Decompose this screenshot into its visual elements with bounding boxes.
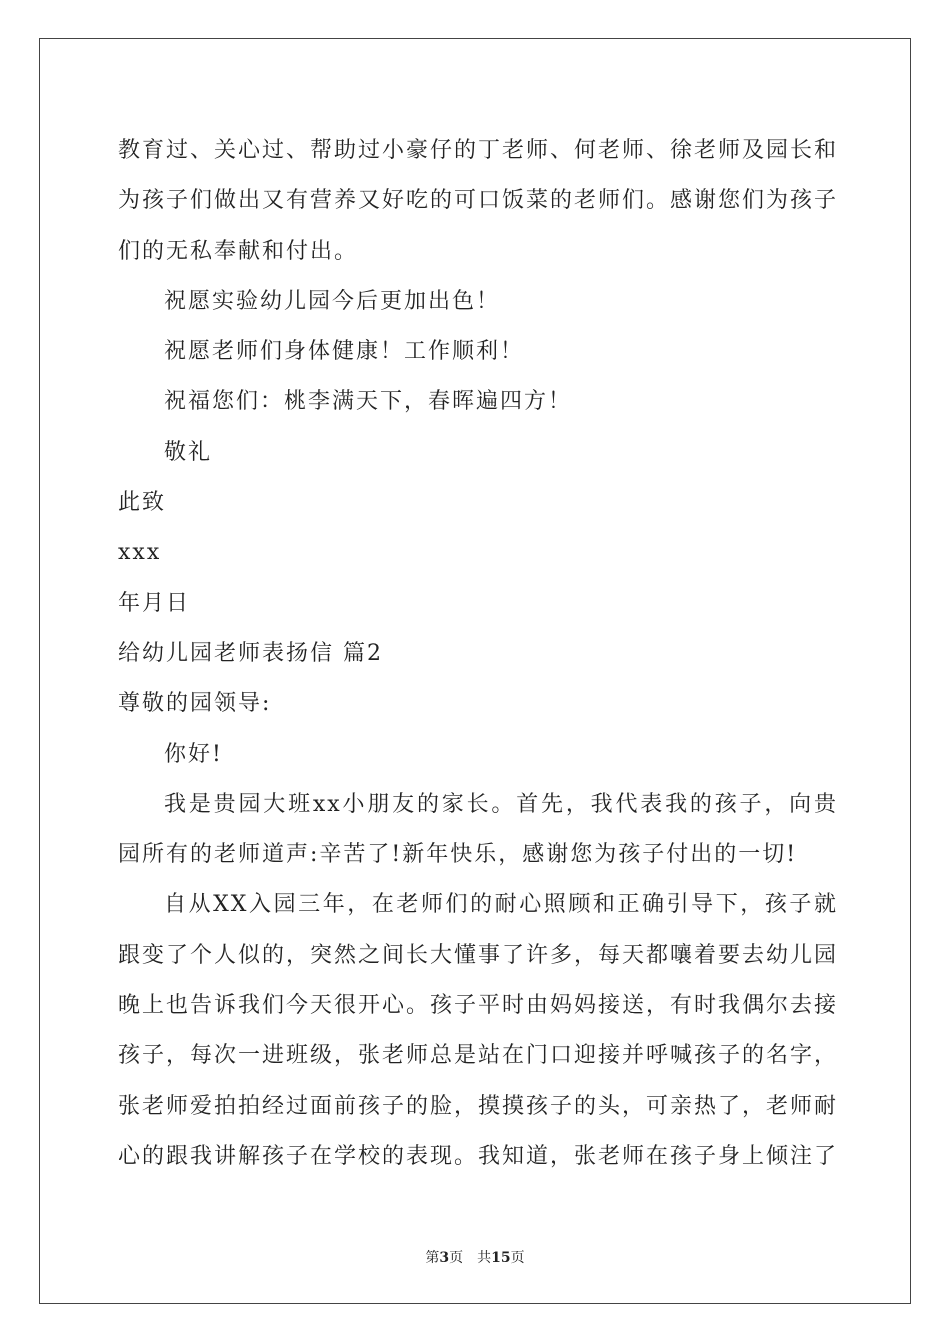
body-line: 园所有的老师道声:辛苦了!新年快乐，感谢您为孩子付出的一切!: [118, 842, 798, 868]
page-mid: 页 共: [449, 1250, 492, 1266]
body-line: 跟变了个人似的，突然之间长大懂事了许多，每天都嚷着要去幼儿园: [118, 942, 839, 968]
page-prefix: 第: [425, 1250, 440, 1266]
section-title: 给幼儿园老师表扬信 篇2: [118, 640, 383, 666]
signature: xxx: [118, 540, 162, 566]
current-page-number: 3: [439, 1250, 450, 1266]
body-line: 心的跟我讲解孩子在学校的表现。我知道，张老师在孩子身上倾注了: [118, 1143, 839, 1169]
body-line: 为孩子们做出又有营养又好吃的可口饭菜的老师们。感谢您们为孩子: [118, 188, 839, 214]
total-page-count: 15: [491, 1250, 511, 1266]
closing-salute: 敬礼: [164, 439, 213, 465]
wish-line: 祝愿实验幼儿园今后更加出色！: [164, 288, 501, 314]
salutation: 尊敬的园领导:: [118, 691, 272, 717]
wish-line: 祝福您们：桃李满天下，春晖遍四方！: [164, 389, 573, 415]
body-line: 我是贵园大班xx小朋友的家长。首先，我代表我的孩子，向贵: [164, 791, 838, 817]
body-line: 教育过、关心过、帮助过小豪仔的丁老师、何老师、徐老师及园长和: [118, 138, 839, 163]
page-suffix: 页: [510, 1250, 525, 1266]
date-line: 年月日: [118, 590, 191, 616]
body-line: 张老师爱拍拍经过面前孩子的脸，摸摸孩子的头，可亲热了，老师耐: [118, 1093, 839, 1119]
greeting: 你好!: [164, 741, 223, 767]
wish-line: 祝愿老师们身体健康！工作顺利！: [164, 339, 525, 365]
body-line: 晚上也告诉我们今天很开心。孩子平时由妈妈接送，有时我偶尔去接: [118, 993, 839, 1019]
body-line: 孩子，每次一进班级，张老师总是站在门口迎接并呼喊孩子的名字，: [118, 1043, 839, 1069]
page-footer: [0, 1247, 950, 1267]
body-line: 们的无私奉献和付出。: [118, 238, 359, 264]
closing-line: 此致: [118, 490, 167, 516]
letter-body: [118, 126, 838, 1182]
body-line: 自从XX入园三年，在老师们的耐心照顾和正确引导下，孩子就: [164, 892, 838, 918]
